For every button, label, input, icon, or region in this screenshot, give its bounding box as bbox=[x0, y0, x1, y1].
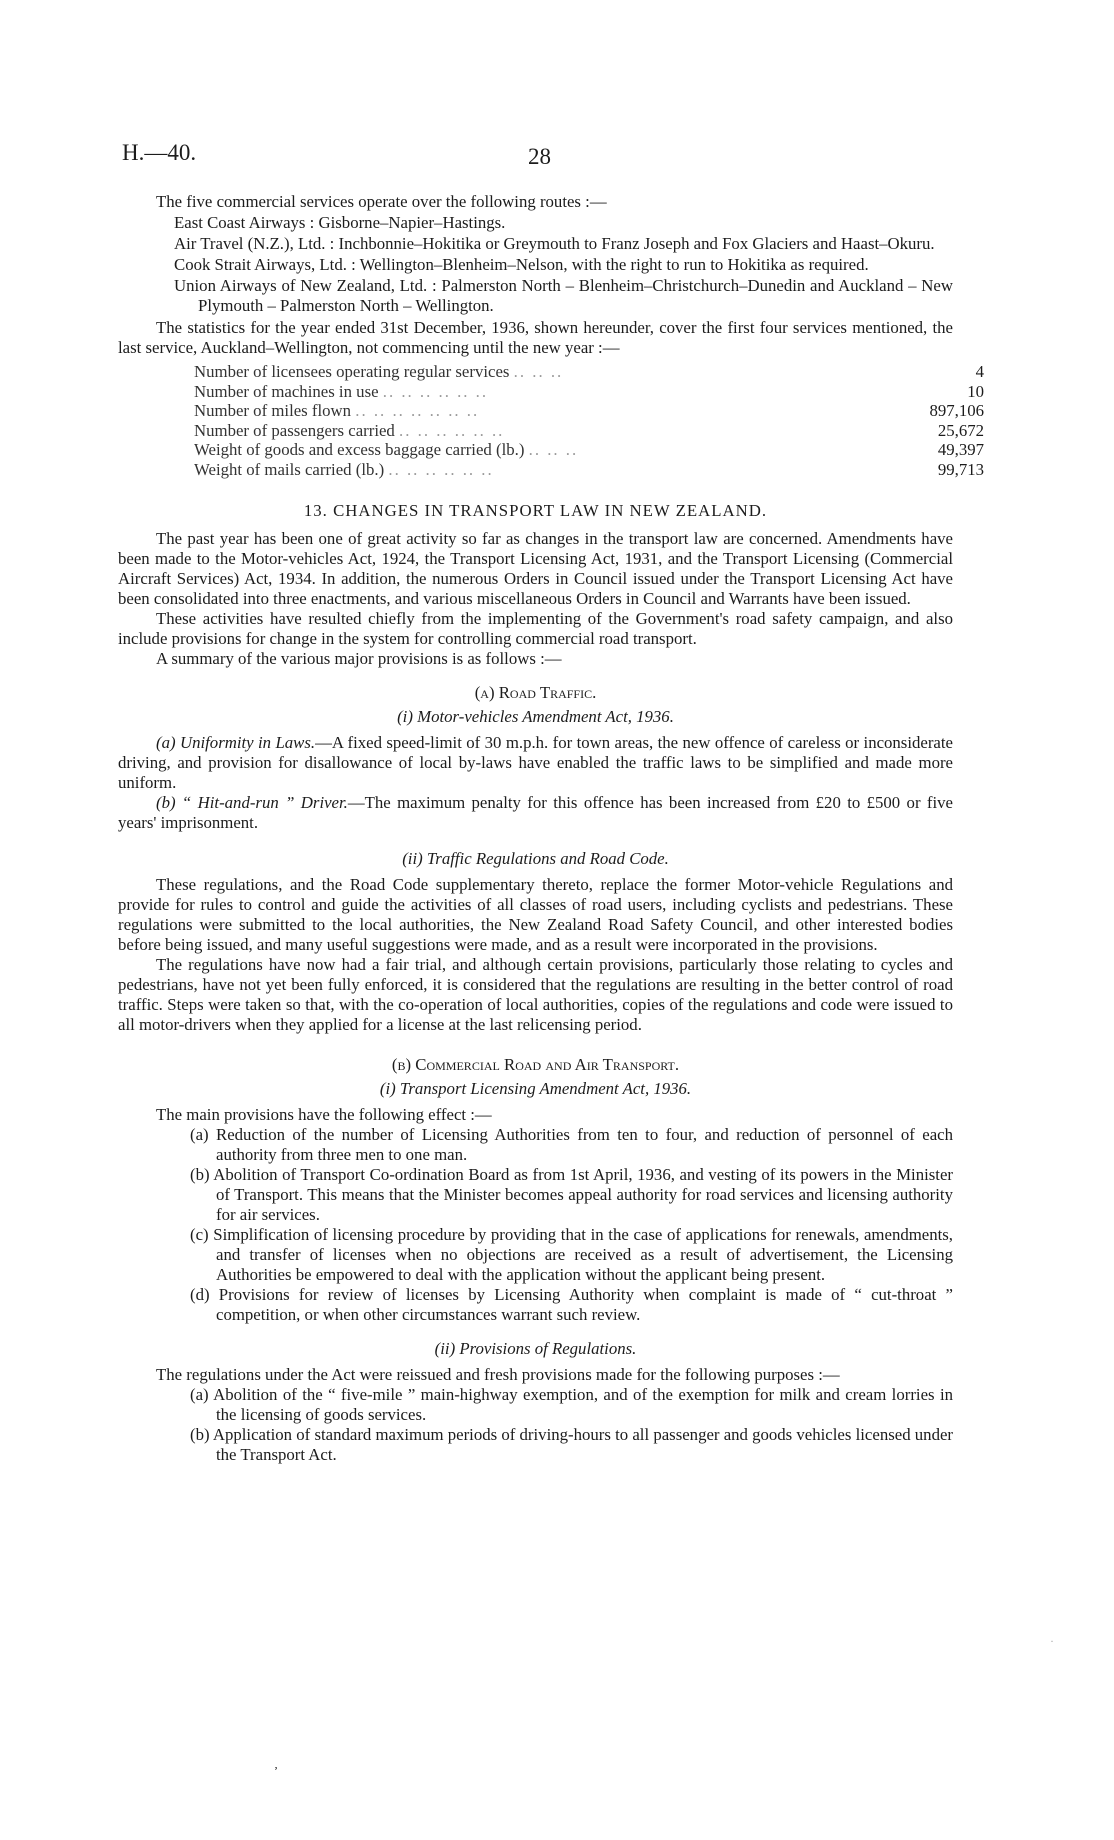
routes-intro: The five commercial services operate over the following routes :— bbox=[156, 192, 607, 211]
report-reference: H.—40. bbox=[122, 140, 197, 165]
list-item: (a) Reduction of the number of Licensing Authorities from ten to four, and reduction of personnel of each authority from three men to one man. bbox=[190, 1125, 953, 1164]
act-heading: (ii) Provisions of Regulations. bbox=[434, 1339, 637, 1358]
table-row bbox=[194, 440, 994, 460]
stat-label: Weight of goods and excess baggage carried (lb.) bbox=[194, 440, 525, 459]
statistics-intro: The statistics for the year ended 31st December, 1936, shown hereunder, cover the first four services mentioned, the last service, Auckland–Wellington, not commencing until the new year :— bbox=[118, 318, 953, 357]
provisions-intro: The main provisions have the following effect :— bbox=[156, 1105, 492, 1124]
section-paragraph: A summary of the various major provisions is as follows :— bbox=[156, 649, 562, 668]
page-body bbox=[118, 192, 984, 1465]
stat-value: 4 bbox=[975, 362, 984, 381]
list-item: (d) Provisions for review of licenses by Licensing Authority when complaint is made of “ cut-throat ” competition, or when other circumstances warrant such review. bbox=[190, 1285, 953, 1324]
table-row bbox=[194, 421, 994, 441]
statistics-table bbox=[194, 362, 994, 479]
act-heading: (i) Transport Licensing Amendment Act, 1936. bbox=[379, 1079, 692, 1098]
list-item: (a) Abolition of the “ five-mile ” main-highway exemption, and of the exemption for milk and cream lorries in the licensing of goods services. bbox=[190, 1385, 953, 1424]
provision-label: (a) Uniformity in Laws. bbox=[156, 733, 316, 752]
stat-value: 25,672 bbox=[937, 420, 984, 440]
regulations-paragraph: The regulations have now had a fair trial, and although certain provisions, particularly those relating to cycles and pedestrians, have not yet been fully enforced, it is considered that the regulations are resulting in the better control of road traffic. Steps were taken so that, with the co-operation of local authorities, copies of the regulations and code were issued to all motor-drivers when they applied for a license at the last relicensing period. bbox=[118, 955, 953, 1034]
provision-text: —A fixed speed-limit of 30 m.p.h. for town areas, the new offence of careless or inconsiderate driving, and provision for disallowance of local by-laws have enabled the traffic laws to be simplified and made more uniform. bbox=[118, 733, 953, 792]
subsection-heading: (a) Road Traffic. bbox=[474, 683, 597, 702]
route-item: East Coast Airways : Gisborne–Napier–Hastings. bbox=[174, 213, 506, 232]
stat-value: 99,713 bbox=[937, 459, 984, 479]
stat-label: Weight of mails carried (lb.) bbox=[194, 459, 385, 479]
list-item: (c) Simplification of licensing procedure by providing that in the case of applications for renewals, amendments, and transfer of licenses when no objections are received as a result of advertisement, the Licensing Authorities be empowered to deal with the application without the applicant being present. bbox=[190, 1225, 953, 1284]
provision-text: —The maximum penalty for this offence has been increased from £20 to £500 or five years' imprisonment. bbox=[118, 793, 953, 832]
table-row bbox=[194, 401, 994, 421]
stat-label: Number of machines in use bbox=[194, 381, 379, 401]
act-heading: (i) Motor-vehicles Amendment Act, 1936. bbox=[397, 707, 674, 726]
margin-mark: · bbox=[1050, 1634, 1054, 1648]
section-paragraph: The past year has been one of great activity so far as changes in the transport law are concerned. Amendments have been made to the Motor-vehicles Act, 1924, the Transport Licensing Act, 1931, and the Transport Licensing (Commercial Aircraft Services) Act, 1934. In addition, the numerous Orders in Council issued under the Transport Licensing Act have been consolidated into three enactments, and various miscellaneous Orders in Council and Warrants have been issued. bbox=[118, 529, 953, 608]
section-heading: 13. CHANGES IN TRANSPORT LAW IN NEW ZEALAND. bbox=[303, 501, 768, 520]
page-number: 28 bbox=[528, 144, 551, 169]
provision-paragraph bbox=[118, 733, 953, 793]
dot-leader: .. .. .. .. .. .. bbox=[399, 420, 505, 440]
stat-value: 10 bbox=[967, 381, 984, 401]
print-mark: ʼ bbox=[274, 1764, 278, 1778]
regulations-paragraph: These regulations, and the Road Code supplementary thereto, replace the former Motor-vehicle Regulations and provide for rules to control and guide the activities of all classes of road users, including cyclists and pedestrians. These regulations were submitted to the local authorities, the New Zealand Road Safety Council, and other interested bodies before being issued, and many useful suggestions were made, and as a result were incorporated in the provisions. bbox=[118, 875, 953, 954]
stat-label: Number of miles flown bbox=[194, 401, 352, 420]
route-item: Cook Strait Airways, Ltd. : Wellington–Blenheim–Nelson, with the right to run to Hokitika as required. bbox=[174, 255, 869, 274]
list-item: (b) Application of standard maximum periods of driving-hours to all passenger and goods vehicles licensed under the Transport Act. bbox=[190, 1425, 953, 1464]
stat-value: 897,106 bbox=[929, 401, 984, 420]
stat-label: Number of licensees operating regular services bbox=[194, 362, 510, 381]
list-item: (b) Abolition of Transport Co-ordination Board as from 1st April, 1936, and vesting of its powers in the Minister of Transport. This means that the Minister becomes appeal authority for road services and licensing authority for air services. bbox=[190, 1165, 953, 1224]
table-row bbox=[194, 382, 994, 402]
dot-leader: .. .. .. .. .. .. bbox=[388, 459, 494, 479]
section-paragraph: These activities have resulted chiefly from the implementing of the Government's road safety campaign, and also include provisions for change in the system for controlling commercial road transport. bbox=[118, 609, 953, 648]
regulations-intro: The regulations under the Act were reissued and fresh provisions made for the following purposes :— bbox=[156, 1365, 840, 1384]
provision-paragraph bbox=[118, 793, 953, 833]
route-item: Air Travel (N.Z.), Ltd. : Inchbonnie–Hokitika or Greymouth to Franz Joseph and Fox Glaciers and Haast–Okuru. bbox=[174, 234, 935, 253]
table-row bbox=[194, 460, 994, 480]
dot-leader: .. .. .. .. .. .. bbox=[382, 381, 489, 401]
table-row bbox=[194, 362, 994, 382]
stat-value: 49,397 bbox=[937, 440, 984, 459]
act-heading: (ii) Traffic Regulations and Road Code. bbox=[402, 849, 669, 868]
dot-leader: .. .. .. bbox=[528, 440, 579, 459]
provision-label: (b) “ Hit-and-run ” Driver. bbox=[156, 793, 348, 812]
stat-label: Number of passengers carried bbox=[194, 420, 395, 440]
subsection-heading: (b) Commercial Road and Air Transport. bbox=[391, 1055, 680, 1074]
dot-leader: .. .. .. bbox=[513, 362, 564, 381]
route-item: Union Airways of New Zealand, Ltd. : Palmerston North – Blenheim–Christchurch–Dunedin and Auckland – New Plymouth – Palmerston North – Wellington. bbox=[174, 276, 953, 315]
dot-leader: .. .. .. .. .. .. .. bbox=[355, 401, 480, 420]
